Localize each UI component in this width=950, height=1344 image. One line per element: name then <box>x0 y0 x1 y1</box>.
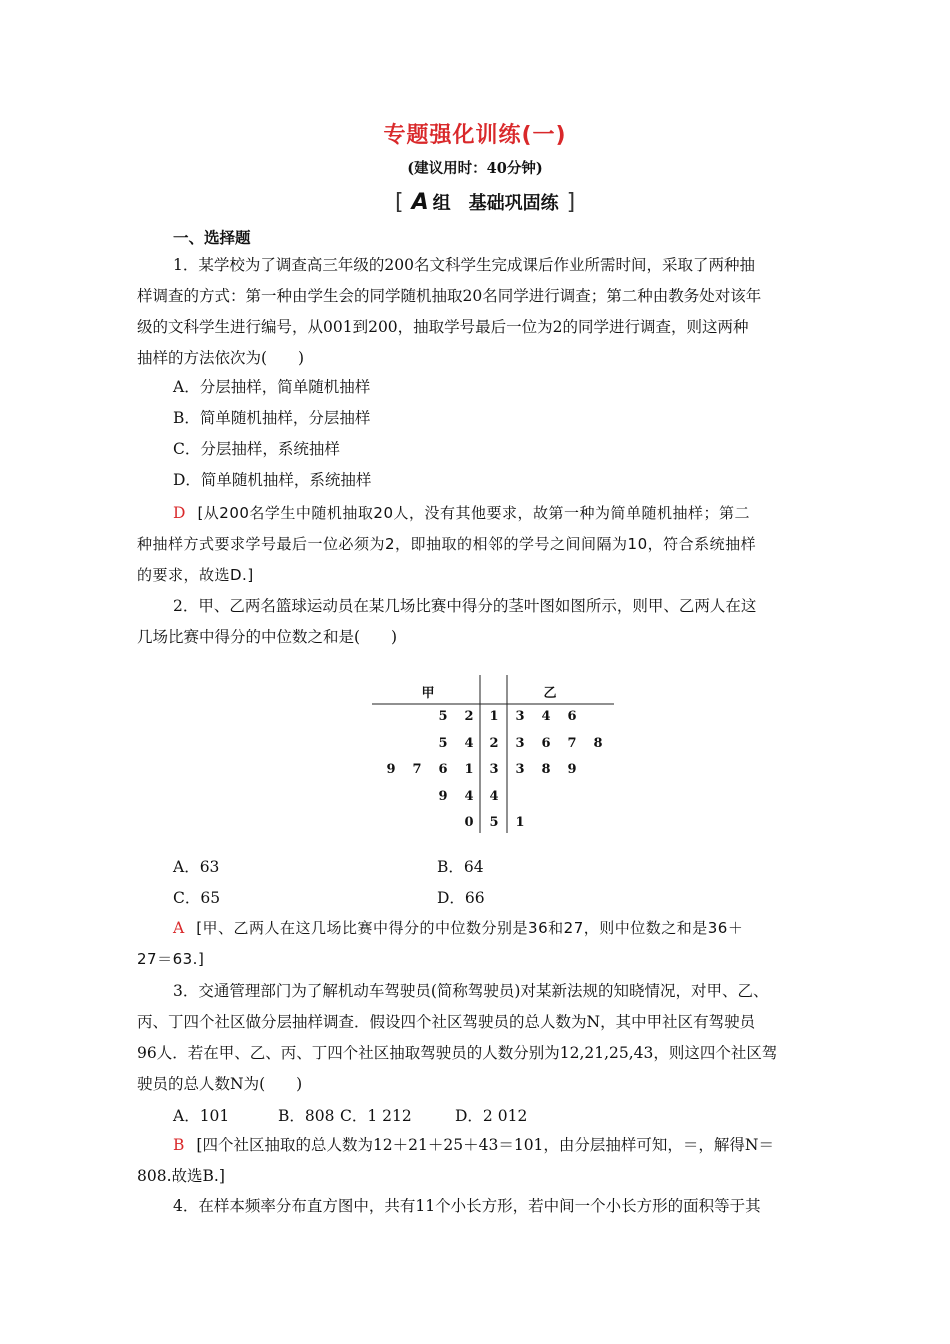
right-leaf: 6 <box>567 709 577 724</box>
q1-option-b: B．简单随机抽样，分层抽样 <box>173 409 371 427</box>
q3-line: 96人．若在甲、乙、丙、丁四个社区抽取驾驶员的人数分别为12,21,25,43，则这四个社区驾 <box>137 1044 778 1062</box>
question-3 <box>137 976 815 1100</box>
q2-option-d: D．66 <box>437 889 485 907</box>
right-leaf: 7 <box>567 735 577 751</box>
question-2 <box>137 591 815 653</box>
q3-option-c: C．1 212 <box>340 1107 412 1125</box>
left-leaf: 5 <box>438 735 448 751</box>
page-title: 专题强化训练(一) <box>383 123 567 148</box>
q2-line: 几场比赛中得分的中位数之和是( ) <box>137 628 398 646</box>
group-suffix: 组 <box>432 193 451 214</box>
q1-option-c: C．分层抽样，系统抽样 <box>173 440 340 458</box>
q2-solution-line: 27＝63.] <box>137 950 205 968</box>
stem-value: 4 <box>489 788 499 804</box>
q3-solution-line: [四个社区抽取的总人数为12＋21＋25＋43＝101，由分层抽样可知，＝，解得N＝ <box>196 1136 774 1154</box>
q3-option-a: A．101 <box>173 1107 230 1125</box>
group-heading <box>395 188 585 216</box>
right-leaf: 1 <box>515 815 525 830</box>
q2-option-a: A．63 <box>173 858 220 876</box>
left-header: 甲 <box>421 686 435 701</box>
q1-line: 1．某学校为了调查高三年级的200名文科学生完成课后作业所需时间，采取了两种抽 <box>173 256 755 274</box>
left-leaf: 2 <box>464 709 474 724</box>
q1-line: 级的文科学生进行编号，从001到200，抽取学号最后一位为2的同学进行调查，则这两种 <box>137 318 749 336</box>
q3-option-b: B．808 <box>278 1107 335 1125</box>
page-subtitle: (建议用时：40分钟) <box>407 160 543 177</box>
left-leaf: 5 <box>438 709 448 724</box>
left-leaf: 6 <box>438 762 448 777</box>
q2-option-b: B．64 <box>437 858 484 876</box>
q1-line: 抽样的方法依次为( ) <box>137 349 305 367</box>
q4-line: 4．在样本频率分布直方图中，共有11个小长方形，若中间一个小长方形的面积等于其 <box>173 1197 761 1215</box>
right-leaf: 8 <box>541 762 551 777</box>
right-leaf: 9 <box>567 762 577 777</box>
right-header: 乙 <box>543 686 557 701</box>
stem-leaf-plot <box>372 675 616 835</box>
left-leaf: 0 <box>464 815 474 830</box>
right-leaf: 3 <box>515 735 525 751</box>
left-leaf: 7 <box>412 762 422 777</box>
left-leaf: 4 <box>464 788 474 804</box>
q1-solution-line: 的要求，故选D.] <box>137 566 254 584</box>
q2-solution-line: [甲、乙两人在这几场比赛中得分的中位数分别是36和27，则中位数之和是36＋ <box>196 919 744 937</box>
stem-value: 5 <box>489 815 499 830</box>
stem-value: 1 <box>489 709 499 724</box>
q2-option-c: C．65 <box>173 889 221 907</box>
q3-line: 驶员的总人数N为( ) <box>137 1075 303 1093</box>
q3-solution-line: 808.故选B.] <box>137 1167 225 1185</box>
q3-solution <box>137 1130 815 1192</box>
left-leaf: 4 <box>464 735 474 751</box>
q2-line: 2．甲、乙两名篮球运动员在某几场比赛中得分的茎叶图如图所示，则甲、乙两人在这 <box>173 597 757 615</box>
stem-value: 3 <box>489 762 499 777</box>
q1-solution <box>137 498 815 591</box>
question-4 <box>137 1191 815 1222</box>
section-heading: 一、选择题 <box>173 228 251 247</box>
right-leaf: 4 <box>541 709 551 724</box>
q1-solution-line: 种抽样方式要求学号最后一位必须为2，即抽取的相邻的学号之间间隔为10，符合系统抽样 <box>137 535 757 553</box>
q3-line: 丙、丁四个社区做分层抽样调查．假设四个社区驾驶员的总人数为N，其中甲社区有驾驶员 <box>137 1013 756 1031</box>
right-leaf: 3 <box>515 709 525 724</box>
q3-answer: B <box>173 1136 185 1154</box>
left-leaf: 9 <box>438 788 448 804</box>
q3-option-d: D．2 012 <box>455 1107 528 1125</box>
q2-solution <box>137 913 815 975</box>
q1-option-d: D．简单随机抽样，系统抽样 <box>173 471 372 489</box>
group-name: 基础巩固练 <box>468 193 559 214</box>
q1-answer: D <box>173 504 186 522</box>
q1-line: 样调查的方式：第一种由学生会的同学随机抽取20名同学进行调查；第二种由教务处对该年 <box>137 287 762 305</box>
left-bracket: [ <box>395 189 404 215</box>
question-1 <box>137 250 815 374</box>
right-leaf: 8 <box>593 735 603 751</box>
stem-plot-lines <box>372 675 616 835</box>
stem-value: 2 <box>489 735 499 751</box>
group-letter: A <box>411 189 429 215</box>
left-leaf: 9 <box>386 762 396 777</box>
q1-option-a: A．分层抽样，简单随机抽样 <box>173 378 371 396</box>
q3-line: 3．交通管理部门为了解机动车驾驶员(简称驾驶员)对某新法规的知晓情况，对甲、乙、 <box>173 982 769 1000</box>
q1-solution-line: [从200名学生中随机抽取20人，没有其他要求，故第一种为简单随机抽样；第二 <box>197 504 751 522</box>
right-leaf: 3 <box>515 762 525 777</box>
right-bracket: ] <box>566 189 576 215</box>
left-leaf: 1 <box>464 762 474 777</box>
right-leaf: 6 <box>541 735 551 751</box>
q2-answer: A <box>173 919 185 937</box>
